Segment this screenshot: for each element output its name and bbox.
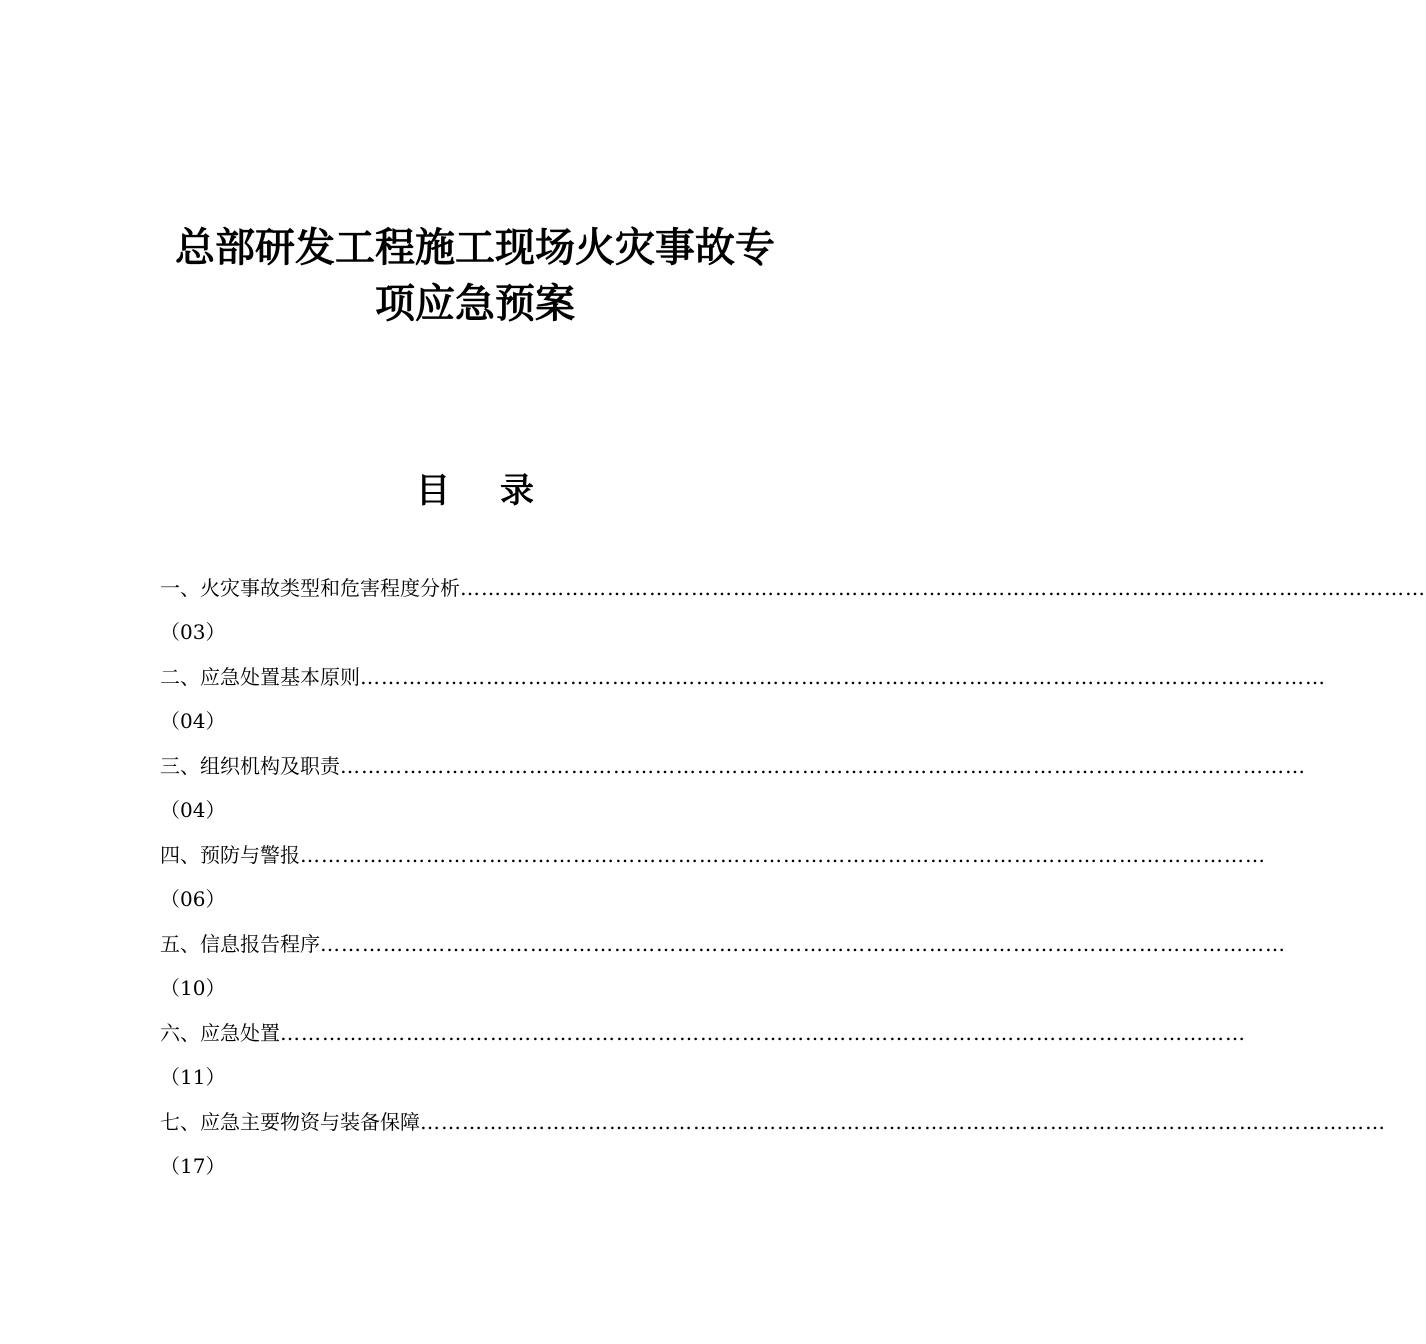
toc-entry-title: 二、应急处置基本原则: [160, 665, 360, 689]
toc-dot-leader: …………………………………………………………………………………………………………………………: [280, 1021, 1246, 1045]
toc-entry-title: 三、组织机构及职责: [160, 754, 340, 778]
toc-entry-line: [160, 744, 1306, 788]
toc-item[interactable]: [160, 922, 1286, 1011]
toc-item[interactable]: [160, 744, 1306, 833]
toc-dot-leader: …………………………………………………………………………………………………………………………: [420, 1110, 1386, 1134]
toc-item[interactable]: [160, 566, 1426, 655]
toc-entry-page: （04）: [160, 798, 226, 822]
toc-item[interactable]: [160, 1011, 1246, 1100]
toc-entry-page: （04）: [160, 709, 226, 733]
toc-entry-title: 一、火灾事故类型和危害程度分析: [160, 576, 460, 600]
toc-entry-line: [160, 1011, 1246, 1055]
toc-entry-page: （17）: [160, 1154, 226, 1178]
document-title-line-2: 项应急预案: [375, 281, 575, 327]
document-title-line-1: 总部研发工程施工现场火灾事故专: [175, 225, 775, 271]
toc-entry-line: [160, 566, 1426, 610]
toc-entry-page: （11）: [160, 1065, 226, 1089]
toc-entry-line: [160, 655, 1326, 699]
toc-entry-title: 四、预防与警报: [160, 843, 300, 867]
toc-item[interactable]: [160, 655, 1326, 744]
toc-heading: 目录: [416, 471, 584, 511]
toc-dot-leader: …………………………………………………………………………………………………………………………: [340, 754, 1306, 778]
toc-entry-page: （06）: [160, 887, 226, 911]
toc-dot-leader: …………………………………………………………………………………………………………………………: [460, 576, 1426, 600]
toc-item[interactable]: [160, 833, 1266, 922]
toc-entry-line: [160, 833, 1266, 877]
toc-entry-page: （03）: [160, 620, 226, 644]
document-title: [0, 220, 950, 332]
toc-entry-page: （10）: [160, 976, 226, 1000]
toc-item[interactable]: [160, 1100, 1386, 1189]
toc-entry-title: 七、应急主要物资与装备保障: [160, 1110, 420, 1134]
toc-dot-leader: …………………………………………………………………………………………………………………………: [300, 843, 1266, 867]
toc-dot-leader: …………………………………………………………………………………………………………………………: [320, 932, 1286, 956]
toc-entry-line: [160, 1100, 1386, 1144]
toc-entry-title: 六、应急处置: [160, 1021, 280, 1045]
table-of-contents: [160, 566, 1426, 1189]
toc-entry-line: [160, 922, 1286, 966]
toc-entry-title: 五、信息报告程序: [160, 932, 320, 956]
toc-dot-leader: …………………………………………………………………………………………………………………………: [360, 665, 1326, 689]
